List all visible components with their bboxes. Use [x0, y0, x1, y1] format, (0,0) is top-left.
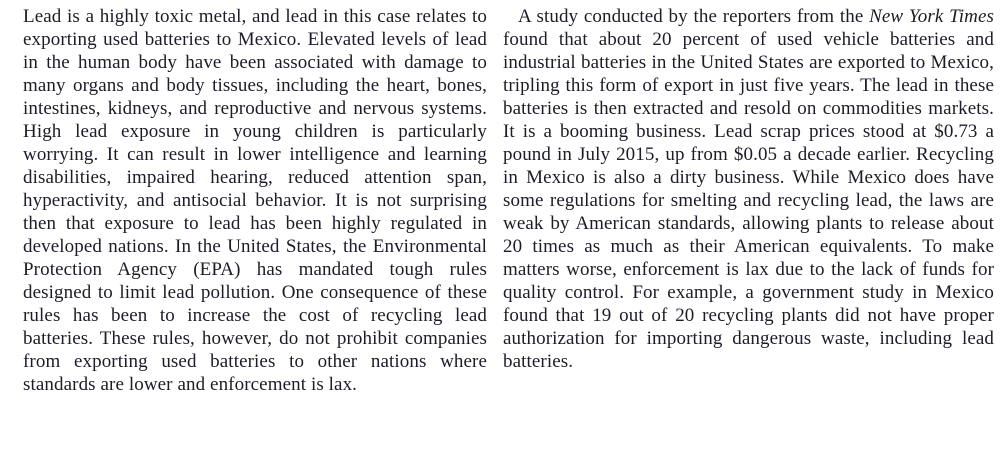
text-column-right [503, 5, 994, 454]
paragraph-lead-toxicity: Lead is a highly toxic metal, and lead in this case relates to exporting used batteries to Mexico. Elevated levels of lead in the human body have been associated with damage to many organs and body tissues, including the heart, bones, intestines, kidneys, and reproductive and nervous systems. High lead exposure in young children is particularly worrying. It can result in lower intelligence and learning disabilities, impaired hearing, reduced attention span, hyperactivity, and antisocial behavior. It is not surprising then that exposure to lead has been highly regulated in developed nations. In the United States, the Environmental Protection Agency (EPA) has mandated tough rules designed to limit lead pollution. One consequence of these rules has been to increase the cost of recycling lead batteries. These rules, however, do not prohibit companies from exporting used batteries to other nations where standards are lower and enforcement is lax. [23, 6, 487, 395]
text-column-left [23, 5, 487, 454]
paragraph-nyt-study: A study conducted by the reporters from the New York Times found that about 20 percent of used vehicle batteries and industrial batteries in the United States are exported to Mexico, tripling this form of export in just five years. The lead in these batteries is then extracted and resold on commodities markets. It is a booming business. Lead scrap prices stood at $0.73 a pound in July 2015, up from $0.05 a decade earlier. Recycling in Mexico is also a dirty business. While Mexico does have some regulations for smelting and recycling lead, the laws are weak by American standards, allowing plants to release about 20 times as much as their American equivalents. To make matters worse, enforcement is lax due to the lack of funds for quality control. For example, a government study in Mexico found that 19 out of 20 recycling plants did not have proper authorization for importing dangerous waste, including lead batteries. [503, 6, 994, 372]
